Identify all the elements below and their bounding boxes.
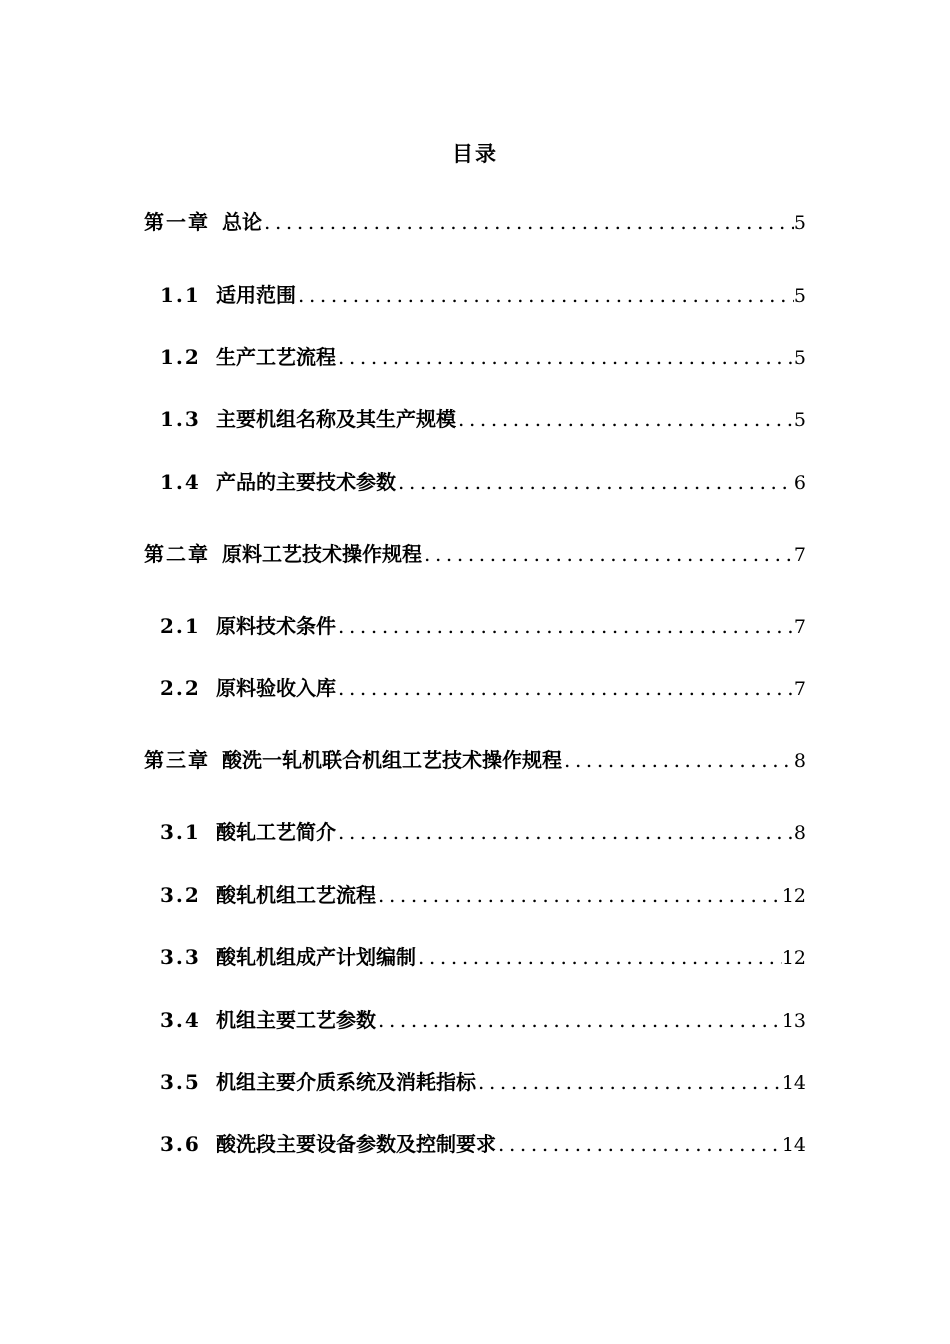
- toc-entry-chapter-3[interactable]: [144, 745, 806, 775]
- toc-entry-section-1-2[interactable]: [160, 342, 806, 372]
- entry-title: 总论: [222, 210, 262, 234]
- entry-number: 1.3: [160, 407, 201, 431]
- dot-leader: [264, 207, 794, 237]
- toc-entry-section-1-1[interactable]: [160, 280, 806, 310]
- entry-page-number: 12: [781, 885, 806, 907]
- entry-title: 酸洗段主要设备参数及控制要求: [216, 1132, 496, 1156]
- toc-entry-section-2-2[interactable]: [160, 673, 806, 703]
- entry-page-number: 14: [781, 1134, 806, 1156]
- dot-leader: [398, 467, 794, 497]
- entry-number: 3.5: [160, 1070, 201, 1094]
- toc-entry-section-2-1[interactable]: [160, 611, 806, 641]
- entry-title: 酸洗一轧机联合机组工艺技术操作规程: [222, 748, 562, 772]
- dot-leader: [458, 404, 794, 434]
- entry-title: 酸轧工艺简介: [216, 820, 336, 844]
- entry-title: 原料工艺技术操作规程: [222, 542, 422, 566]
- entry-page-number: 5: [793, 212, 806, 234]
- toc-entry-chapter-2[interactable]: [144, 539, 806, 569]
- toc-entry-section-1-3[interactable]: [160, 404, 806, 434]
- toc-entry-section-3-6[interactable]: [160, 1129, 806, 1159]
- entry-title: 适用范围: [216, 283, 296, 307]
- dot-leader: [338, 673, 794, 703]
- entry-number: 2.1: [160, 614, 201, 638]
- dot-leader: [338, 342, 794, 372]
- entry-number: 1.1: [160, 283, 201, 307]
- dot-leader: [498, 1129, 782, 1159]
- entry-page-number: 5: [793, 409, 806, 431]
- dot-leader: [378, 880, 782, 910]
- entry-page-number: 8: [793, 822, 806, 844]
- entry-page-number: 6: [793, 472, 806, 494]
- entry-page-number: 8: [793, 750, 806, 772]
- toc-entry-section-3-2[interactable]: [160, 880, 806, 910]
- entry-number: 1.4: [160, 470, 201, 494]
- entry-page-number: 14: [781, 1072, 806, 1094]
- entry-title: 生产工艺流程: [216, 345, 336, 369]
- dot-leader: [418, 942, 782, 972]
- entry-title: 主要机组名称及其生产规模: [216, 407, 456, 431]
- toc-entry-section-3-3[interactable]: [160, 942, 806, 972]
- toc-entry-chapter-1[interactable]: [144, 207, 806, 237]
- entry-title: 酸轧机组工艺流程: [216, 883, 376, 907]
- entry-page-number: 7: [793, 616, 806, 638]
- entry-number: 3.3: [160, 945, 201, 969]
- entry-number: 第二章: [144, 542, 210, 566]
- entry-number: 1.2: [160, 345, 201, 369]
- entry-number: 第三章: [144, 748, 210, 772]
- entry-number: 3.1: [160, 820, 201, 844]
- dot-leader: [378, 1005, 782, 1035]
- entry-number: 第一章: [144, 210, 210, 234]
- toc-entry-section-3-5[interactable]: [160, 1067, 806, 1097]
- entry-page-number: 7: [793, 544, 806, 566]
- toc-entry-section-3-4[interactable]: [160, 1005, 806, 1035]
- entry-number: 2.2: [160, 676, 201, 700]
- dot-leader: [478, 1067, 782, 1097]
- entry-title: 酸轧机组成产计划编制: [216, 945, 416, 969]
- dot-leader: [338, 611, 794, 641]
- dot-leader: [298, 280, 794, 310]
- entry-number: 3.4: [160, 1008, 201, 1032]
- toc-entry-section-1-4[interactable]: [160, 467, 806, 497]
- entry-page-number: 7: [793, 678, 806, 700]
- entry-title: 原料技术条件: [216, 614, 336, 638]
- dot-leader: [564, 745, 794, 775]
- entry-title: 原料验收入库: [216, 676, 336, 700]
- entry-page-number: 13: [781, 1010, 806, 1032]
- dot-leader: [424, 539, 794, 569]
- entry-number: 3.2: [160, 883, 201, 907]
- entry-title: 机组主要介质系统及消耗指标: [216, 1070, 476, 1094]
- toc-title: 目录: [452, 141, 498, 166]
- entry-number: 3.6: [160, 1132, 201, 1156]
- entry-page-number: 5: [793, 347, 806, 369]
- entry-title: 产品的主要技术参数: [216, 470, 396, 494]
- entry-page-number: 12: [781, 947, 806, 969]
- dot-leader: [338, 817, 794, 847]
- toc-entry-section-3-1[interactable]: [160, 817, 806, 847]
- entry-title: 机组主要工艺参数: [216, 1008, 376, 1032]
- entry-page-number: 5: [793, 285, 806, 307]
